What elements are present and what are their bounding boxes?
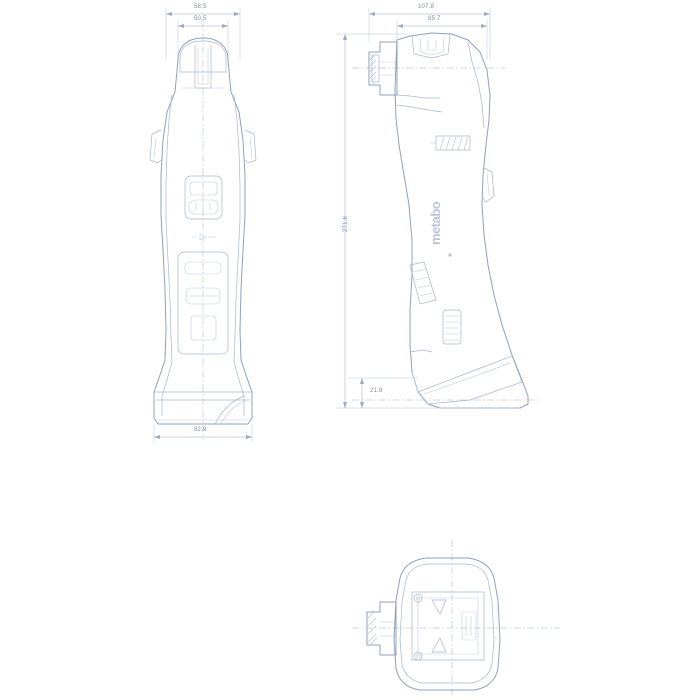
arrow-side-2716-bottom [343, 402, 347, 408]
front-view-outline [154, 38, 252, 424]
top-blade-arrow-upper [432, 600, 446, 614]
top-blade-arrow-lower [432, 638, 446, 652]
dim-label-front-width-base: 82.9 [194, 427, 207, 433]
top-body-inner [400, 564, 494, 683]
side-neck-line-2 [397, 105, 442, 112]
front-grip-pad [191, 316, 216, 340]
front-switch-slider [189, 200, 218, 214]
dim-label-front-width-head: 50.5 [194, 16, 207, 22]
side-battery-top [410, 350, 432, 352]
side-vent-panel [410, 262, 436, 304]
arrow-front-829-right [246, 435, 252, 439]
side-speed-dial [443, 310, 461, 344]
side-head-plate [372, 55, 379, 82]
top-blade-slot [462, 612, 476, 640]
side-vent-4 [419, 293, 433, 296]
top-screw-bl-center [416, 654, 419, 657]
arrow-side-857-left [397, 24, 403, 28]
front-right-wing [245, 130, 256, 163]
top-blade-plate-inner [418, 598, 478, 654]
front-switch-plate [185, 176, 222, 219]
arrow-front-585-left [166, 12, 172, 16]
side-vent-1 [413, 269, 427, 272]
arrow-side-219-top [360, 378, 364, 384]
arrow-side-1078-right [484, 12, 490, 16]
front-switch-window [190, 182, 217, 195]
top-view-group [352, 540, 560, 695]
side-vent-2 [415, 277, 429, 280]
side-battery-wedge [418, 356, 522, 404]
dim-label-side-height-total: 271.6 [343, 215, 349, 232]
dim-label-side-length-total: 107.8 [418, 4, 435, 10]
front-left-wing-inner [154, 138, 156, 158]
arrow-side-1078-left [369, 12, 375, 16]
front-left-wing [150, 130, 161, 163]
arrow-side-857-right [481, 24, 487, 28]
front-foot-curve-2 [221, 401, 245, 424]
arrow-front-505-left [178, 24, 184, 28]
arrow-side-219-bottom [360, 402, 364, 408]
side-battery-wedge-inner [424, 363, 510, 394]
side-battery-rear [412, 372, 418, 392]
brand-dot [448, 253, 451, 256]
top-shaft-outline [367, 602, 396, 655]
side-top-cap [412, 34, 450, 58]
top-blade-plate [412, 592, 484, 660]
side-top-cap-inner [420, 37, 444, 55]
arrow-front-505-right [222, 24, 228, 28]
front-marking-arrow [192, 234, 206, 240]
side-view-group [352, 33, 540, 408]
arrow-side-2716-top [343, 34, 347, 40]
side-head-hatch [370, 56, 376, 81]
arrow-front-829-left [154, 435, 160, 439]
dim-label-front-width-upper: 58.5 [194, 4, 207, 10]
front-view-group [150, 20, 256, 440]
dim-label-side-length-body: 85.7 [428, 16, 441, 22]
front-right-wing-inner [250, 138, 252, 158]
side-clamp-hatch [440, 137, 468, 150]
side-vent-3 [417, 285, 431, 288]
side-top-notch [428, 40, 436, 50]
dim-label-side-offset-bottom: 21.9 [370, 388, 383, 394]
side-neck-line [397, 95, 440, 98]
side-body-outline [395, 33, 528, 408]
brand-label-primary: metabo [428, 201, 443, 245]
arrow-front-585-right [234, 12, 240, 16]
side-release-button [483, 168, 494, 202]
side-release-button-inner [487, 174, 489, 194]
top-rib-right [494, 608, 498, 638]
